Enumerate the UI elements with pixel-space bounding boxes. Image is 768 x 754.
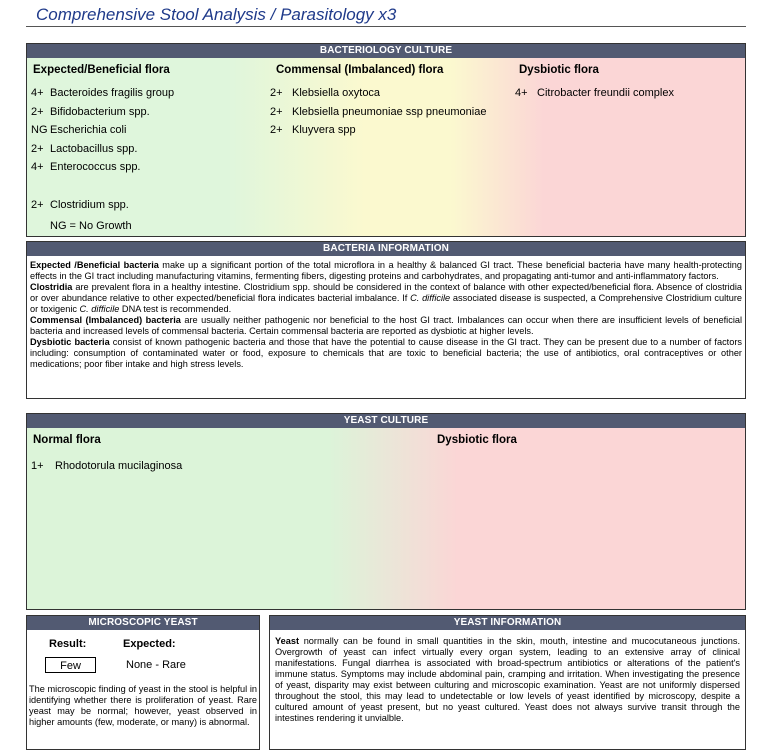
- yeast-information-panel: [269, 615, 746, 750]
- commensal-flora-heading: Commensal (Imbalanced) flora: [276, 64, 444, 76]
- yeast-culture-header: YEAST CULTURE: [27, 414, 745, 428]
- yeast-gradient: [27, 428, 745, 609]
- list-item: 2+ Klebsiella oxytoca: [270, 87, 381, 99]
- list-item: 2+ Kluyvera spp: [270, 124, 356, 136]
- list-item: 1+ Rhodotorula mucilaginosa: [31, 460, 183, 472]
- page-title: Comprehensive Stool Analysis / Parasitology x3: [36, 5, 397, 24]
- microscopic-yeast-note: The microscopic finding of yeast in the stool is helpful in identifying whether there is proliferation of yeast. Rare yeast may be normal; however, yeast observed in higher amounts (few, moderate, or many) is abnormal.: [29, 684, 257, 727]
- result-value: Few: [45, 657, 96, 673]
- yeast-info-header: YEAST INFORMATION: [270, 616, 745, 630]
- result-label: Result:: [49, 638, 87, 650]
- bacteria-info-header: BACTERIA INFORMATION: [27, 242, 745, 256]
- list-item: 4+ Bacteroides fragilis group: [31, 87, 175, 99]
- list-item: 2+ Clostridium spp.: [31, 199, 129, 211]
- bacteria-info-text: Expected /Beneficial bacteria make up a significant portion of the total microflora in a healthy & balanced GI tract. These beneficial bacteria have many health-protecting effects in the GI tract including manufacturing vitamins, fermenting fibers, digesting proteins and carbohydrates, and propagating anti-tumor and anti-inflammatory factors. Clostridia are prevalent flora in a healthy intestine. Clostridium spp. should be considered in the context of balance with other expected/beneficial flora. Absence of clostridia or over abundance relative to other expected/beneficial flora indicates bacterial imbalance. If C. difficile associated disease is suspected, a Comprehensive Clostridium culture or toxigenic C. difficile DNA test is recommended. Commensal (Imbalanced) bacteria are usually neither pathogenic nor beneficial to the host GI tract. Imbalances can occur when there are insufficient levels of beneficial bacteria and increased levels of commensal bacteria. Certain commensal bacteria are reported as dysbiotic at higher levels. Dysbiotic bacteria consist of known pathogenic bacteria and those that have the potential to cause disease in the GI tract. They can be present due to a number of factors including: consumption of contaminated water or food, exposure to chemicals that are toxic to beneficial bacteria; the use of antibiotics, oral contraceptives or other medications; poor fiber intake and high stress levels.: [30, 260, 743, 369]
- list-item: 2+ Bifidobacterium spp.: [31, 106, 150, 118]
- list-item: 2+ Klebsiella pneumoniae ssp pneumoniae: [270, 106, 487, 118]
- normal-flora-heading: Normal flora: [33, 434, 101, 446]
- yeast-dysbiotic-heading: Dysbiotic flora: [437, 434, 517, 446]
- expected-flora-heading: Expected/Beneficial flora: [33, 64, 170, 76]
- microscopic-yeast-header: MICROSCOPIC YEAST: [27, 616, 259, 630]
- microscopic-yeast-panel: [26, 615, 260, 750]
- list-item: 4+ Enterococcus spp.: [31, 161, 141, 173]
- yeast-culture-panel: [26, 413, 746, 610]
- list-item: NG Escherichia coli: [31, 124, 127, 136]
- bacteriology-culture-panel: [26, 43, 746, 237]
- list-item: 2+ Lactobacillus spp.: [31, 143, 138, 155]
- dysbiotic-flora-heading: Dysbiotic flora: [519, 64, 599, 76]
- list-item: 4+ Citrobacter freundii complex: [515, 87, 674, 99]
- bacteria-information-panel: [26, 241, 746, 399]
- expected-label: Expected:: [123, 638, 176, 650]
- title-divider: [26, 26, 746, 27]
- ng-legend: NG = No Growth: [50, 220, 132, 232]
- expected-value: None - Rare: [126, 659, 186, 671]
- yeast-info-text: Yeast normally can be found in small quantities in the skin, mouth, intestine and mucocutaneous junctions. Overgrowth of yeast can infect virtually every organ system, leading to an extensive array of clinical manifestations. Fungal diarrhea is associated with broad-spectrum antibiotics or alterations of the patient's immune status. Symptoms may include abdominal pain, cramping and irritation. When investigating the presence of yeast, disparity may exist between culturing and microscopic examination. Yeast are not uniformly dispersed throughout the stool, this may lead to undetectable or low levels of yeast identified by microscopy, despite a cultured amount of yeast present, but no yeast cultured. Yeast does not always survive transit through the intestines rendering it unvialble.: [275, 636, 740, 723]
- bacteriology-header: BACTERIOLOGY CULTURE: [27, 44, 745, 58]
